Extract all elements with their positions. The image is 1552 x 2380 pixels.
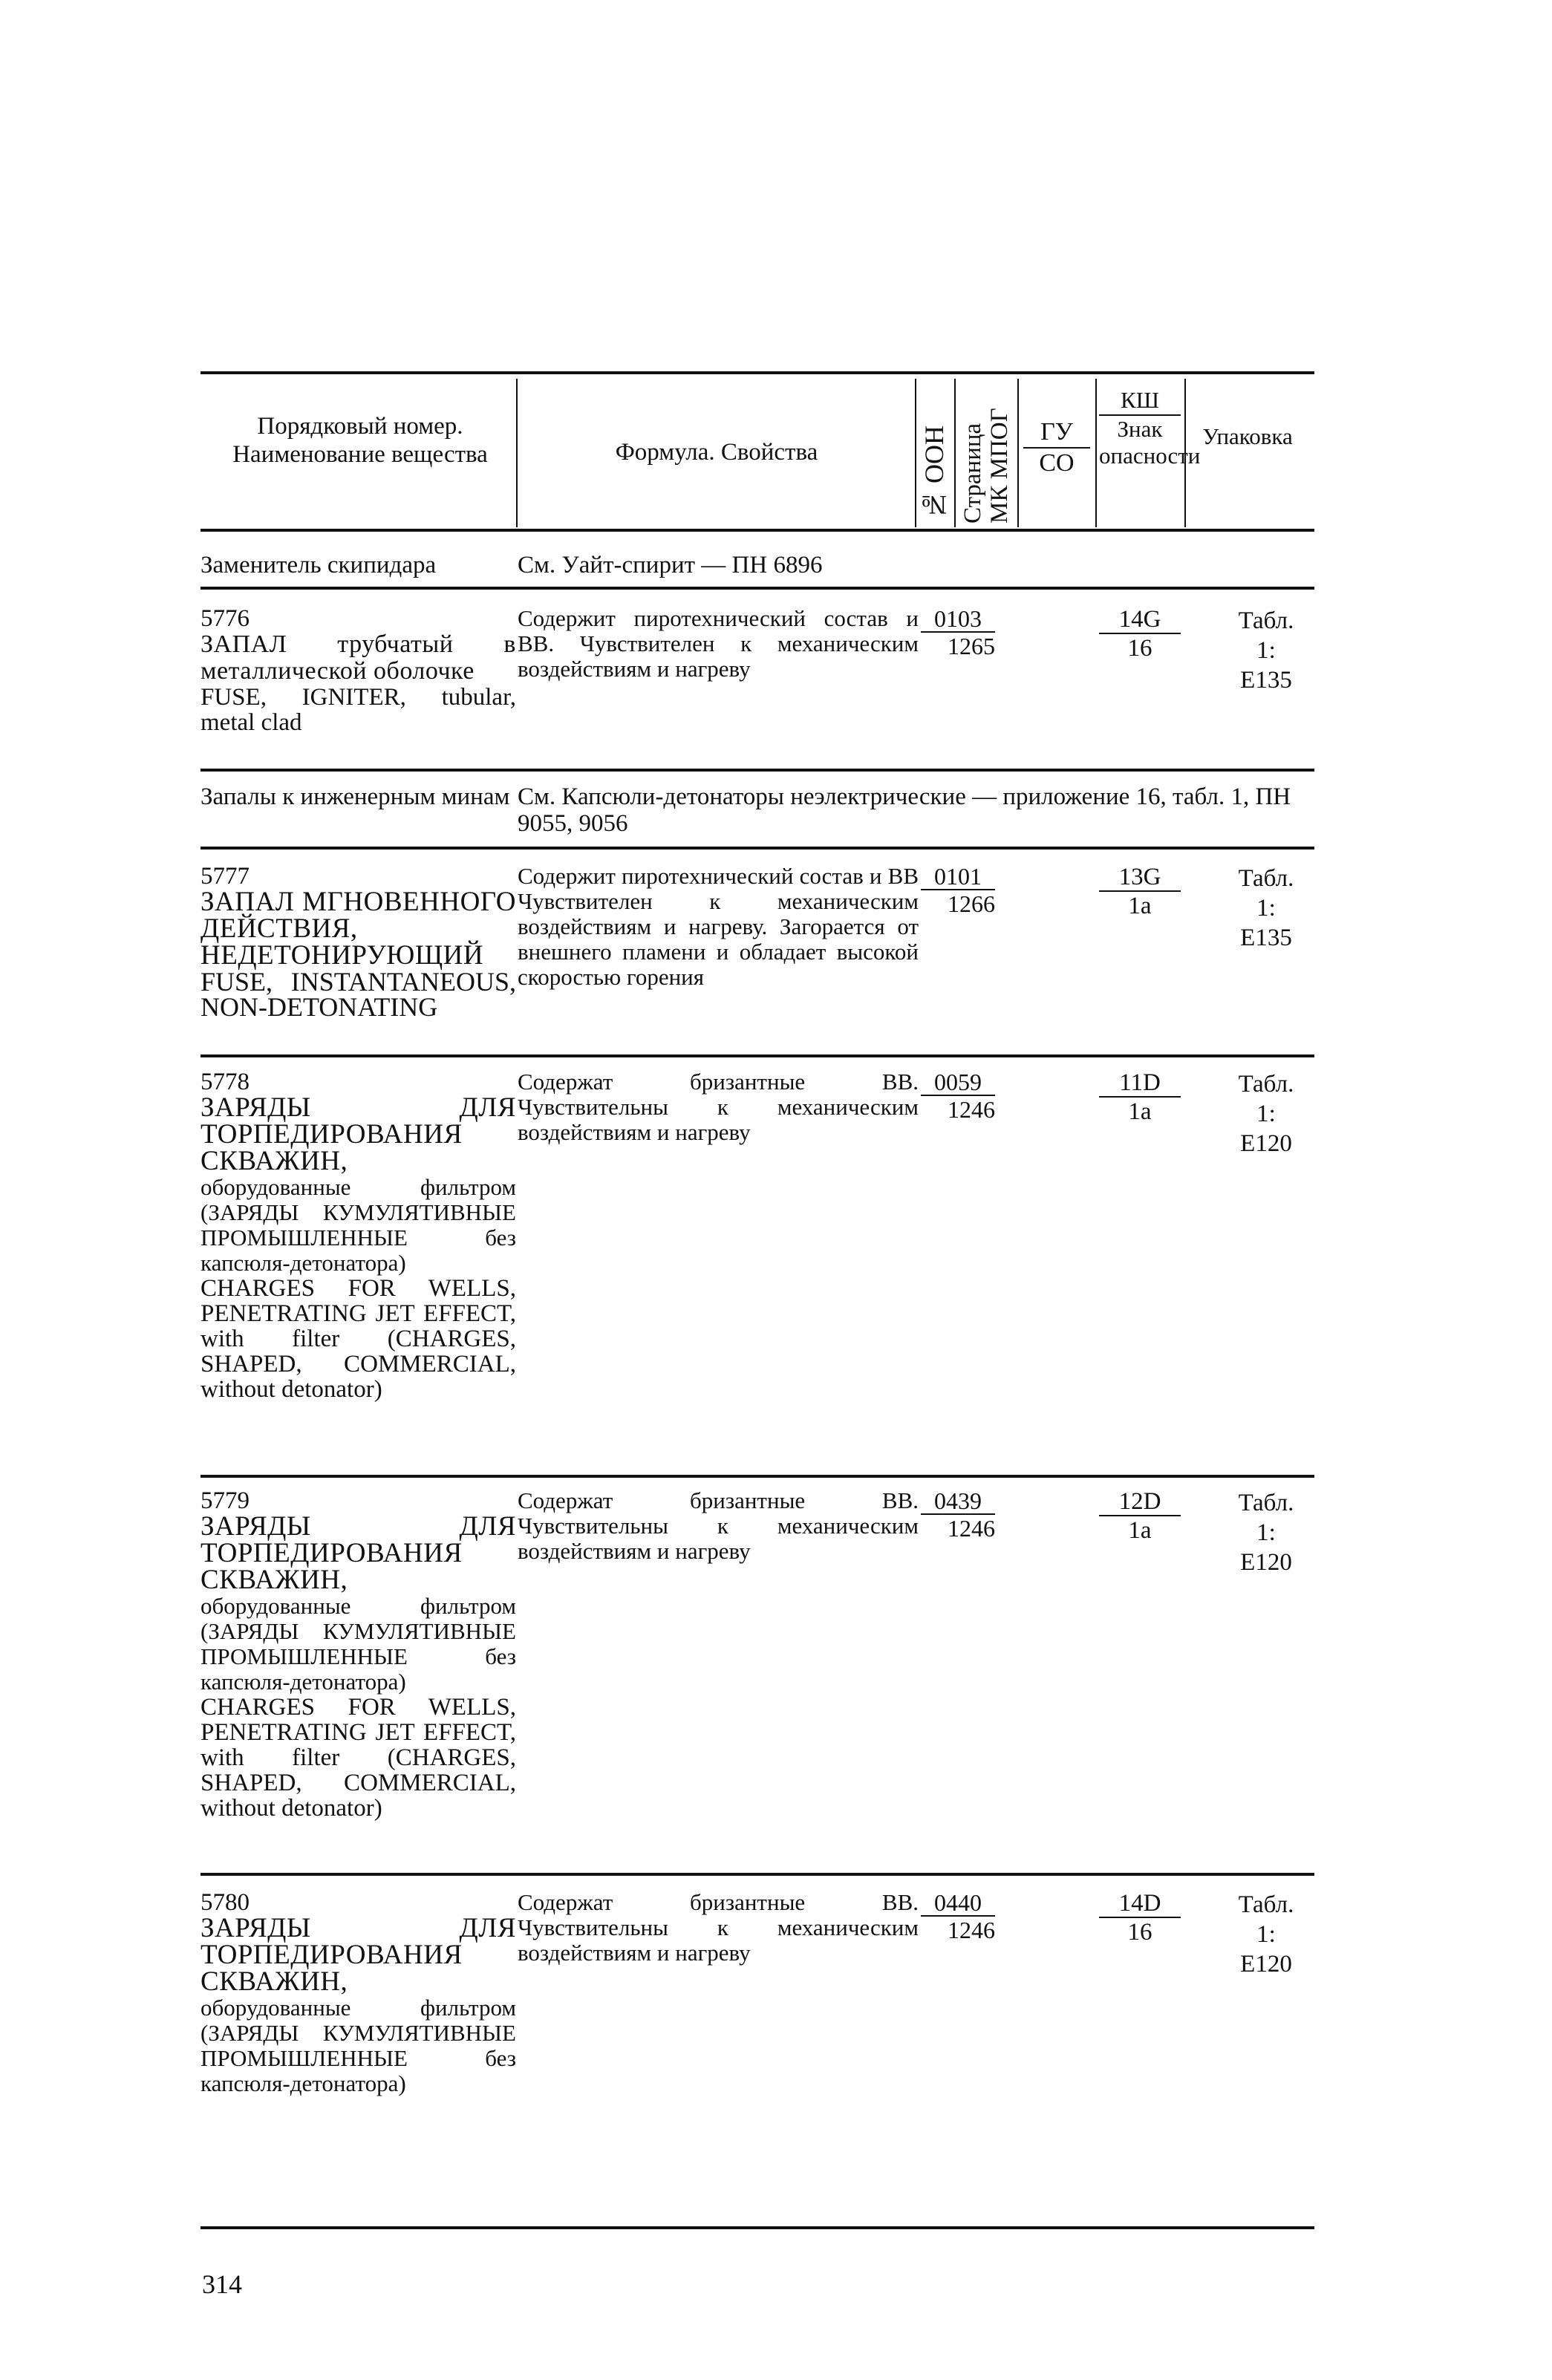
un-number [921, 864, 995, 917]
gu-code: 14G [1099, 606, 1181, 634]
pack-code: E135 [1240, 667, 1292, 694]
ref-name: Заменитель скипидара [200, 552, 437, 578]
pack-label: Табл. [1238, 607, 1294, 634]
header-gu [1023, 417, 1090, 478]
packaging [1218, 1488, 1314, 1577]
hazard-sign: 1a [1128, 893, 1152, 919]
un-code: 0101 [921, 864, 995, 890]
entry-english: FUSE, IGNITER, tubular, metal clad [200, 684, 516, 736]
substance-name [200, 606, 516, 735]
pack-code: E120 [1240, 1130, 1292, 1157]
ref-text: См. Уайт-спирит — ПН 6896 [518, 552, 823, 578]
header-pack: Упаковка [1202, 423, 1293, 449]
header-ksh [1099, 386, 1201, 469]
entry-number: 5780 [200, 1889, 250, 1916]
un-code: 0103 [921, 606, 995, 633]
row-rule [200, 769, 1314, 772]
row-rule [200, 1475, 1314, 1478]
pack-table: 1: [1256, 1921, 1276, 1948]
entry-english: CHARGES FOR WELLS, PENETRATING JET EFFECT, with filter (CHARGES, SHAPED, COMMERCIAL, without detonator) [200, 1694, 516, 1822]
table-top-rule [200, 371, 1314, 374]
row-rule [200, 847, 1314, 850]
pack-code: E120 [1240, 1549, 1292, 1576]
hazard-sign: 1a [1128, 1098, 1152, 1125]
page-ref: 1246 [948, 1096, 995, 1123]
pack-label: Табл. [1238, 865, 1294, 892]
un-code: 0059 [921, 1069, 995, 1096]
header-ksh-top: КШ [1099, 386, 1181, 416]
un-number [921, 1488, 995, 1542]
entry-title: ЗАРЯДЫ ДЛЯ ТОРПЕДИРОВАНИЯ СКВАЖИН, [200, 1511, 516, 1595]
pack-table: 1: [1256, 637, 1276, 664]
entry-properties: Содержат бризантные ВВ. Чувствительны к механическим воздействиям и нагреву [518, 1069, 919, 1145]
header-formula: Формула. Свойства [615, 439, 818, 466]
table-bottom-rule [200, 2226, 1314, 2229]
ref-name: Запалы к инженерным минам [200, 783, 510, 810]
gu-code: 11D [1099, 1069, 1181, 1098]
entry-english: CHARGES FOR WELLS, PENETRATING JET EFFECT, with filter (CHARGES, SHAPED, COMMERCIAL, without detonator) [200, 1275, 516, 1403]
entry-number: 5776 [200, 605, 250, 632]
pack-label: Табл. [1238, 1071, 1294, 1098]
column-divider [1017, 379, 1019, 527]
un-number [921, 1890, 995, 1943]
substance-name [200, 864, 516, 1020]
entry-properties: Содержат бризантные ВВ. Чувствительны к механическим воздействиям и нагреву [518, 1889, 919, 1966]
entry-title: ЗАПАЛ МГНОВЕННОГО ДЕЙСТВИЯ, НЕДЕТОНИРУЮЩИЙ [200, 887, 516, 971]
packaging [1218, 1890, 1314, 1979]
gu-class [1099, 1890, 1181, 1946]
header-page: Страница МК МПОГ [959, 408, 1013, 524]
page-ref: 1266 [948, 890, 995, 917]
entry-number: 5779 [200, 1487, 250, 1514]
un-code: 0440 [921, 1890, 995, 1917]
page-ref: 1246 [948, 1515, 995, 1542]
column-divider [516, 379, 518, 527]
row-rule [200, 1873, 1314, 1876]
entry-number: 5778 [200, 1069, 250, 1095]
column-divider [954, 379, 956, 527]
header-ksh-bot: Знак опасности [1099, 416, 1201, 469]
entry-properties: Содержит пиротехнический состав и ВВ Чувствителен к механическим воздействиям и нагреву. Загорается от внешнего пламени и обладает высокой скоростью горения [518, 863, 919, 990]
substance-name [200, 1890, 516, 2096]
entry-description: оборудованные фильтром (ЗАРЯДЫ КУМУЛЯТИВНЫЕ ПРОМЫШЛЕННЫЕ без капсюля-детонатора) [200, 1995, 516, 2096]
packaging [1218, 606, 1314, 695]
pack-table: 1: [1256, 1101, 1276, 1127]
pack-table: 1: [1256, 1519, 1276, 1546]
substance-name [200, 1488, 516, 1821]
un-code: 0439 [921, 1488, 995, 1515]
header-un: № ООН [919, 426, 949, 520]
entry-properties: Содержит пиротехнический состав и ВВ. Чувствителен к механическим воздействиям и нагреву [518, 605, 919, 682]
entry-description: оборудованные фильтром (ЗАРЯДЫ КУМУЛЯТИВНЫЕ ПРОМЫШЛЕННЫЕ без капсюля-детонатора) [200, 1593, 516, 1695]
entry-english: FUSE, INSTANTANEOUS, NON-DETONATING [200, 967, 516, 1022]
packaging [1218, 1069, 1314, 1158]
gu-class [1099, 864, 1181, 920]
pack-code: E120 [1240, 1951, 1292, 1978]
row-rule [200, 1054, 1314, 1057]
header-bottom-rule [200, 529, 1314, 532]
page-ref: 1265 [948, 633, 995, 659]
pack-code: E135 [1240, 925, 1292, 951]
column-divider [1095, 379, 1097, 527]
header-name: Порядковый номер. Наименование вещества [232, 413, 488, 468]
substance-name [200, 1069, 516, 1402]
hazard-sign: 1a [1128, 1517, 1152, 1544]
entry-title: ЗАРЯДЫ ДЛЯ ТОРПЕДИРОВАНИЯ СКВАЖИН, [200, 1913, 516, 1997]
entry-title: ЗАПАЛ трубчатый в металлической оболочке [200, 630, 516, 685]
pack-label: Табл. [1238, 1490, 1294, 1516]
page-ref: 1246 [948, 1917, 995, 1943]
gu-class [1099, 1069, 1181, 1126]
page-number: 314 [202, 2269, 242, 2299]
pack-table: 1: [1256, 895, 1276, 922]
pack-label: Табл. [1238, 1891, 1294, 1918]
entry-properties: Содержат бризантные ВВ. Чувствительны к механическим воздействиям и нагреву [518, 1487, 919, 1564]
gu-class [1099, 1488, 1181, 1545]
header-gu-bot: СО [1039, 449, 1075, 477]
entry-description: оборудованные фильтром (ЗАРЯДЫ КУМУЛЯТИВНЫЕ ПРОМЫШЛЕННЫЕ без капсюля-детонатора) [200, 1174, 516, 1276]
entry-number: 5777 [200, 863, 250, 890]
packaging [1218, 864, 1314, 953]
entry-title: ЗАРЯДЫ ДЛЯ ТОРПЕДИРОВАНИЯ СКВАЖИН, [200, 1092, 516, 1176]
header-gu-top: ГУ [1023, 417, 1090, 449]
hazard-sign: 16 [1127, 1919, 1152, 1946]
gu-class [1099, 606, 1181, 662]
column-divider [915, 379, 916, 527]
row-rule [200, 587, 1314, 590]
hazard-sign: 16 [1127, 635, 1152, 662]
un-number [921, 606, 995, 659]
ref-text: См. Капсюли-детонаторы неэлектрические — приложение 16, табл. 1, ПН 9055, 9056 [518, 783, 1291, 837]
un-number [921, 1069, 995, 1123]
gu-code: 14D [1099, 1890, 1181, 1918]
gu-code: 13G [1099, 864, 1181, 892]
gu-code: 12D [1099, 1488, 1181, 1516]
